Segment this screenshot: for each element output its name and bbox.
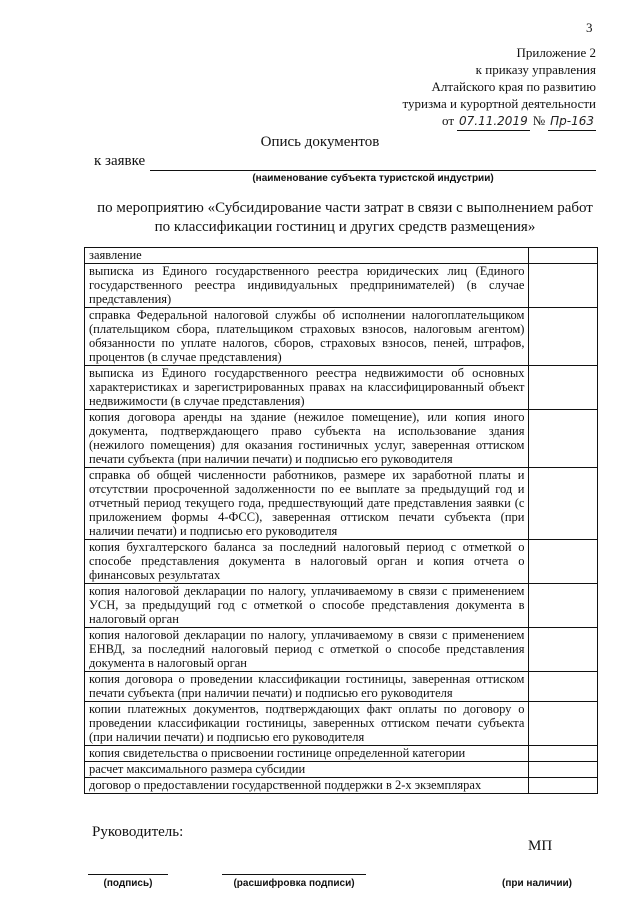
document-mark-cell [529, 248, 598, 264]
table-row [85, 540, 598, 584]
table-row [85, 672, 598, 702]
event-line-1: по мероприятию «Субсидирование части затрат в связи с выполнением работ [97, 200, 593, 216]
document-mark-cell [529, 366, 598, 410]
appendix-line-2: к приказу управления [475, 62, 596, 77]
appendix-line-1: Приложение 2 [516, 45, 596, 60]
order-line [402, 112, 596, 131]
order-prefix: от [441, 113, 454, 128]
document-mark-cell [529, 468, 598, 540]
table-row [85, 584, 598, 628]
documents-table [84, 247, 598, 794]
order-number: Пр-163 [548, 113, 596, 131]
table-row [85, 702, 598, 746]
head-label: Руководитель: [92, 824, 184, 840]
table-row [85, 308, 598, 366]
document-item: копия договора аренды на здание (нежилое помещение), или копия иного документа, подтверждающего право субъекта на использование здания (нежилого помещения) для оказания гостиничных услуг, заверенная оттиском печати субъекта (при наличии печати) и подписью его руководителя [85, 410, 529, 468]
document-item: справка Федеральной налоговой службы об исполнении налогоплательщиком (плательщиком сбора, плательщиком страховых взносов, налоговым агентом) обязанности по уплате налогов, сборов, страховых взносов, пеней, штрафов, процентов (в случае представления) [85, 308, 529, 366]
table-row [85, 746, 598, 762]
document-item: выписка из Единого государственного реестра юридических лиц (Единого государственного реестра индивидуальных предпринимателей) (в случае представления) [85, 264, 529, 308]
event-title [90, 199, 600, 237]
document-mark-cell [529, 672, 598, 702]
page-number: 3 [586, 20, 593, 35]
document-title: Опись документов [260, 134, 380, 150]
application-name-line [150, 170, 596, 171]
document-item: договор о предоставлении государственной поддержки в 2-х экземплярах [85, 778, 529, 794]
document-mark-cell [529, 584, 598, 628]
table-row [85, 778, 598, 794]
document-item: копия свидетельства о присвоении гостинице определенной категории [85, 746, 529, 762]
document-mark-cell [529, 702, 598, 746]
document-item: копия налоговой декларации по налогу, уплачиваемому в связи с применением ЕНВД, за последний налоговый период с отметкой о способе представления документа в налоговый орган [85, 628, 529, 672]
document-mark-cell [529, 308, 598, 366]
application-label: к заявке [94, 153, 146, 169]
document-mark-cell [529, 264, 598, 308]
table-row [85, 248, 598, 264]
document-item: копия бухгалтерского баланса за последний налоговый период с отметкой о способе представления документа в налоговый орган и копия отчета о финансовых результатах [85, 540, 529, 584]
application-caption: (наименование субъекта туристской индустрии) [252, 173, 494, 184]
order-number-label: № [532, 113, 546, 128]
document-item: копия договора о проведении классификации гостиницы, заверенная оттиском печати субъекта (при наличии печати) и подписью его руководителя [85, 672, 529, 702]
document-item: справка об общей численности работников, размере их заработной платы и отсутствии просроченной задолженности по ее выплате за предыдущий год и отчетный период текущего года, предшествующий дате представления заявки (с приложением формы 4-ФСС), заверенная оттиском печати субъекта (при наличии печати) и подписью его руководителя [85, 468, 529, 540]
table-row [85, 762, 598, 778]
document-item: копии платежных документов, подтверждающих факт оплаты по договору о проведении классификации гостиницы, заверенных оттиском печати субъекта (при наличии печати) и подписью его руководителя [85, 702, 529, 746]
appendix-line-4: туризма и курортной деятельности [402, 96, 596, 111]
document-item: заявление [85, 248, 529, 264]
document-mark-cell [529, 746, 598, 762]
table-row [85, 468, 598, 540]
document-item: выписка из Единого государственного реестра недвижимости об основных характеристиках и зарегистрированных правах на классифицированный объект недвижимости (в случае представления) [85, 366, 529, 410]
table-row [85, 264, 598, 308]
decode-line [222, 874, 366, 875]
order-date: 07.11.2019 [457, 113, 530, 131]
table-row [85, 410, 598, 468]
document-mark-cell [529, 540, 598, 584]
signature-caption: (подпись) [103, 878, 153, 889]
document-mark-cell [529, 410, 598, 468]
document-mark-cell [529, 778, 598, 794]
table-row [85, 366, 598, 410]
table-row [85, 628, 598, 672]
appendix-line-3: Алтайского края по развитию [431, 79, 596, 94]
appendix-block [402, 44, 596, 131]
document-mark-cell [529, 628, 598, 672]
stamp-caption: (при наличии) [502, 878, 572, 889]
document-item: расчет максимального размера субсидии [85, 762, 529, 778]
event-line-2: по классификации гостиниц и других средств размещения» [154, 219, 536, 235]
document-mark-cell [529, 762, 598, 778]
stamp-label: МП [528, 838, 553, 854]
document-item: копия налоговой декларации по налогу, уплачиваемому в связи с применением УСН, за предыдущий год с отметкой о способе представления документа в налоговый орган [85, 584, 529, 628]
signature-line [88, 874, 168, 875]
decode-caption: (расшифровка подписи) [233, 878, 355, 889]
